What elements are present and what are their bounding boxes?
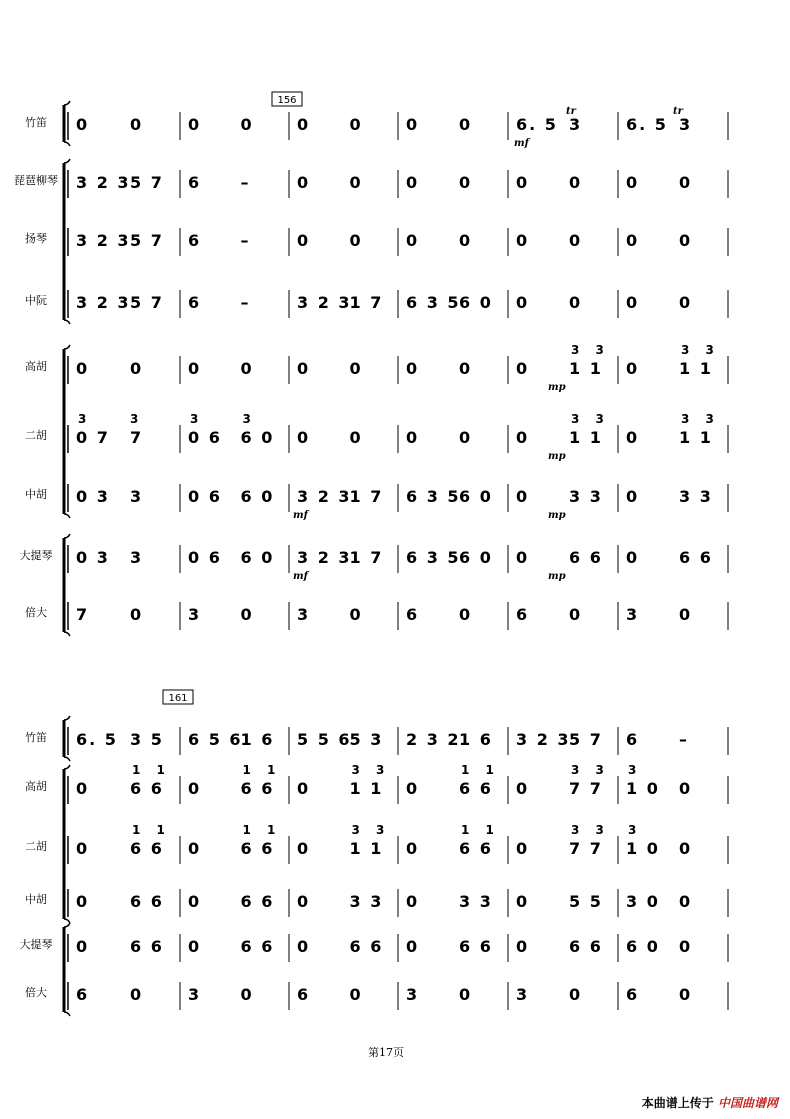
upper-note: 3 bbox=[190, 412, 205, 426]
note-group: 3 0 bbox=[626, 892, 660, 911]
note-group: 0 bbox=[626, 428, 640, 447]
note-group: 6. 5 bbox=[516, 115, 558, 134]
note-group: 0 bbox=[459, 428, 473, 447]
note-group: 3 bbox=[569, 115, 583, 134]
note-group: 0 bbox=[406, 231, 420, 250]
note-group: 0 bbox=[349, 605, 363, 624]
note-group: 0 7 bbox=[76, 428, 110, 447]
note-group: 6 5 6 bbox=[188, 730, 243, 749]
note-group: 5 5 bbox=[569, 892, 603, 911]
instrument-name: 大提琴 bbox=[19, 549, 53, 562]
note-group: 1 1 bbox=[349, 779, 384, 798]
upper-note: 1 1 bbox=[461, 823, 500, 837]
instrument-name: 琵琶柳琴 bbox=[14, 174, 58, 187]
note-group: 0 bbox=[240, 985, 254, 1004]
note-group: 0 bbox=[188, 839, 202, 858]
note-group: 0 bbox=[679, 779, 693, 798]
note-group: 0 bbox=[569, 231, 583, 250]
note-group: 0 bbox=[130, 359, 144, 378]
note-group: 0 bbox=[679, 892, 693, 911]
note-group: 3 bbox=[406, 985, 420, 1004]
note-group: 0 3 bbox=[76, 487, 110, 506]
note-group: 0 bbox=[297, 428, 311, 447]
note-group: 3 3 bbox=[349, 892, 384, 911]
note-group: 0 bbox=[516, 173, 530, 192]
note-group: 0 bbox=[679, 839, 693, 858]
note-group: 6 6 bbox=[459, 779, 493, 798]
note-group: 0 bbox=[188, 937, 202, 956]
note-group: 0 bbox=[406, 892, 420, 911]
note-group: 1 1 bbox=[679, 428, 713, 447]
note-group: 6 3 5 bbox=[406, 487, 461, 506]
note-group: 6 6 bbox=[240, 937, 275, 956]
note-group: 0 bbox=[297, 359, 311, 378]
note-group: 1 1 bbox=[569, 359, 603, 378]
note-group: 5 3 bbox=[349, 730, 384, 749]
upper-note: 3 bbox=[78, 412, 93, 426]
note-group: 6 0 bbox=[240, 428, 275, 447]
note-group: 0 bbox=[297, 231, 311, 250]
note-group: 3 2 3 bbox=[516, 730, 571, 749]
note-group: 6 0 bbox=[626, 937, 660, 956]
note-group: 3 3 bbox=[569, 487, 603, 506]
note-group: 0 bbox=[240, 115, 254, 134]
note-group: 0 bbox=[626, 293, 640, 312]
note-group: 3 bbox=[626, 605, 640, 624]
upper-note: 1 1 bbox=[242, 823, 282, 837]
note-group: 0 bbox=[406, 937, 420, 956]
note-group: 0 bbox=[459, 985, 473, 1004]
note-group: 0 bbox=[188, 359, 202, 378]
upper-note: 1 1 bbox=[242, 763, 282, 777]
note-group: 0 bbox=[569, 605, 583, 624]
note-group: 0 bbox=[349, 359, 363, 378]
note-group: 3 2 3 bbox=[76, 293, 131, 312]
note-group: 6 6 bbox=[349, 937, 384, 956]
site-logo: 中国曲谱网 bbox=[717, 1096, 778, 1110]
dynamic-mark: mp bbox=[548, 451, 566, 462]
note-group: 1 0 bbox=[626, 779, 660, 798]
note-group: 3 2 3 bbox=[76, 231, 131, 250]
note-group: 0 bbox=[569, 173, 583, 192]
note-group: 0 bbox=[76, 892, 90, 911]
note-group: 6 0 bbox=[240, 487, 275, 506]
note-group: 6 bbox=[297, 985, 311, 1004]
note-group: 7 bbox=[76, 605, 90, 624]
note-group: 0 bbox=[188, 115, 202, 134]
note-group: 0 bbox=[406, 173, 420, 192]
note-group: 0 bbox=[240, 359, 254, 378]
note-group: 6. 5 bbox=[76, 730, 118, 749]
note-group: 6 6 bbox=[679, 548, 713, 567]
dynamic-mark: mf bbox=[293, 510, 308, 521]
note-group: 3 3 bbox=[679, 487, 713, 506]
note-group: 3 bbox=[679, 115, 693, 134]
note-group: 0 bbox=[516, 839, 530, 858]
note-group: 5 7 bbox=[130, 231, 164, 250]
note-group: 6 6 bbox=[569, 548, 603, 567]
note-group: 0 bbox=[130, 115, 144, 134]
note-group: 0 bbox=[406, 359, 420, 378]
note-group: 0 bbox=[626, 359, 640, 378]
note-group: 6 bbox=[188, 293, 202, 312]
upper-note: 3 3 bbox=[571, 412, 610, 426]
note-group: 0 bbox=[516, 231, 530, 250]
note-group: – bbox=[240, 231, 251, 250]
note-group: 6 0 bbox=[459, 293, 493, 312]
note-group: 6 6 bbox=[130, 892, 164, 911]
note-group: 5 5 6 bbox=[297, 730, 352, 749]
note-group: 6 bbox=[406, 605, 420, 624]
upper-note: 3 bbox=[242, 412, 257, 426]
note-group: 6 6 bbox=[459, 839, 493, 858]
note-group: 0 bbox=[240, 605, 254, 624]
note-group: 1 6 bbox=[459, 730, 493, 749]
note-group: 6 6 bbox=[240, 839, 275, 858]
note-group: 0 bbox=[297, 173, 311, 192]
note-group: 0 bbox=[406, 839, 420, 858]
note-group: 0 bbox=[349, 428, 363, 447]
note-group: 6 bbox=[626, 985, 640, 1004]
dynamic-mark: mp bbox=[548, 571, 566, 582]
page-footer bbox=[642, 1094, 778, 1111]
upper-note: 3 3 bbox=[351, 823, 391, 837]
note-group: 1 1 bbox=[679, 359, 713, 378]
note-group: 3 bbox=[516, 985, 530, 1004]
note-group: 0 bbox=[76, 839, 90, 858]
note-group: 0 bbox=[516, 779, 530, 798]
instrument-name: 竹笛 bbox=[25, 116, 47, 129]
note-group: 0 bbox=[679, 605, 693, 624]
note-group: 3 bbox=[297, 605, 311, 624]
note-group: 1 7 bbox=[349, 487, 384, 506]
note-group: 1 1 bbox=[349, 839, 384, 858]
dynamic-mark: mf bbox=[514, 138, 529, 149]
note-group: 3 bbox=[130, 548, 144, 567]
note-group: 0 bbox=[406, 428, 420, 447]
note-group: 5 7 bbox=[130, 293, 164, 312]
note-group: 0 bbox=[130, 605, 144, 624]
upper-note: 3 3 bbox=[351, 763, 391, 777]
instrument-name: 中胡 bbox=[25, 488, 47, 501]
footer-text: 本曲谱上传于 bbox=[641, 1096, 714, 1110]
note-group: 2 3 2 bbox=[406, 730, 461, 749]
upper-note: 3 bbox=[628, 763, 643, 777]
upper-note: 1 1 bbox=[461, 763, 500, 777]
note-group: 3 bbox=[188, 605, 202, 624]
note-group: 3 bbox=[188, 985, 202, 1004]
note-group: 0 bbox=[349, 173, 363, 192]
note-group: 0 3 bbox=[76, 548, 110, 567]
note-group: 0 bbox=[406, 779, 420, 798]
note-group: 0 bbox=[297, 839, 311, 858]
note-group: 6 6 bbox=[240, 892, 275, 911]
note-group: 6. 5 bbox=[626, 115, 668, 134]
note-group: 0 bbox=[516, 487, 530, 506]
note-group: 0 bbox=[349, 231, 363, 250]
note-group: 0 bbox=[76, 937, 90, 956]
note-group: 0 bbox=[626, 487, 640, 506]
instrument-name: 倍大 bbox=[25, 986, 47, 999]
note-group: 0 bbox=[516, 548, 530, 567]
note-group: 0 bbox=[76, 779, 90, 798]
note-group: 0 bbox=[679, 985, 693, 1004]
note-group: 6 6 bbox=[569, 937, 603, 956]
note-group: 0 bbox=[130, 985, 144, 1004]
note-group: – bbox=[679, 730, 689, 749]
upper-note: 3 3 bbox=[571, 823, 610, 837]
note-group: 6 3 5 bbox=[406, 548, 461, 567]
rehearsal-mark: 156 bbox=[277, 95, 297, 106]
dynamic-mark: mp bbox=[548, 510, 566, 521]
note-group: 3 2 3 bbox=[297, 487, 352, 506]
note-group: 6 0 bbox=[459, 548, 493, 567]
note-group: 3 5 bbox=[130, 730, 164, 749]
note-group: 0 bbox=[297, 115, 311, 134]
note-group: 0 bbox=[459, 359, 473, 378]
note-group: 0 bbox=[297, 779, 311, 798]
note-group: 0 bbox=[679, 173, 693, 192]
note-group: 0 6 bbox=[188, 428, 222, 447]
note-group: 6 0 bbox=[240, 548, 275, 567]
note-group: 0 bbox=[626, 548, 640, 567]
note-group: 0 bbox=[188, 892, 202, 911]
note-group: 0 bbox=[516, 892, 530, 911]
note-group: 6 bbox=[626, 730, 640, 749]
note-group: – bbox=[240, 293, 251, 312]
note-group: 6 0 bbox=[459, 487, 493, 506]
note-group: 0 bbox=[679, 231, 693, 250]
note-group: 3 2 3 bbox=[297, 548, 352, 567]
note-group: 6 bbox=[516, 605, 530, 624]
note-group: 6 3 5 bbox=[406, 293, 461, 312]
note-group: 1 1 bbox=[569, 428, 603, 447]
note-group: 0 bbox=[297, 937, 311, 956]
note-group: 6 6 bbox=[130, 839, 164, 858]
note-group: 3 bbox=[130, 487, 144, 506]
dynamic-mark: mp bbox=[548, 382, 566, 393]
note-group: – bbox=[240, 173, 251, 192]
instrument-name: 倍大 bbox=[25, 606, 47, 619]
upper-note: 3 3 bbox=[571, 763, 610, 777]
upper-note: 1 1 bbox=[132, 763, 171, 777]
trill-mark: tr bbox=[673, 106, 683, 117]
note-group: 0 bbox=[569, 985, 583, 1004]
note-group: 6 bbox=[188, 231, 202, 250]
note-group: 6 bbox=[76, 985, 90, 1004]
instrument-name: 大提琴 bbox=[19, 938, 53, 951]
rehearsal-mark: 161 bbox=[168, 693, 188, 704]
note-group: 6 6 bbox=[240, 779, 275, 798]
note-group: 1 6 bbox=[240, 730, 275, 749]
note-group: 0 6 bbox=[188, 487, 222, 506]
note-group: 0 bbox=[516, 359, 530, 378]
note-group: 0 bbox=[516, 428, 530, 447]
note-group: 6 bbox=[188, 173, 202, 192]
note-group: 0 bbox=[406, 115, 420, 134]
instrument-name: 二胡 bbox=[25, 429, 47, 442]
note-group: 0 bbox=[626, 173, 640, 192]
note-group: 0 bbox=[459, 173, 473, 192]
note-group: 1 7 bbox=[349, 548, 384, 567]
note-group: 3 3 bbox=[459, 892, 493, 911]
note-group: 6 6 bbox=[130, 779, 164, 798]
upper-note: 3 bbox=[130, 412, 145, 426]
note-group: 6 6 bbox=[459, 937, 493, 956]
instrument-name: 扬琴 bbox=[25, 232, 47, 245]
instrument-name: 中胡 bbox=[25, 893, 47, 906]
note-group: 0 bbox=[516, 937, 530, 956]
note-group: 1 7 bbox=[349, 293, 384, 312]
upper-note: 3 3 bbox=[681, 343, 720, 357]
note-group: 0 bbox=[349, 985, 363, 1004]
instrument-name: 高胡 bbox=[25, 360, 47, 373]
note-group: 0 bbox=[679, 937, 693, 956]
note-group: 0 bbox=[459, 605, 473, 624]
upper-note: 3 3 bbox=[571, 343, 610, 357]
note-group: 0 bbox=[459, 231, 473, 250]
note-group: 0 bbox=[459, 115, 473, 134]
note-group: 0 bbox=[297, 892, 311, 911]
note-group: 3 2 3 bbox=[297, 293, 352, 312]
upper-note: 1 1 bbox=[132, 823, 171, 837]
note-group: 0 bbox=[349, 115, 363, 134]
upper-note: 3 3 bbox=[681, 412, 720, 426]
note-group: 1 0 bbox=[626, 839, 660, 858]
note-group: 7 7 bbox=[569, 839, 603, 858]
note-group: 5 7 bbox=[569, 730, 603, 749]
page-number: 第17页 bbox=[368, 1046, 404, 1059]
instrument-name: 中阮 bbox=[25, 294, 47, 307]
note-group: 5 7 bbox=[130, 173, 164, 192]
note-group: 7 bbox=[130, 428, 144, 447]
upper-note: 3 bbox=[628, 823, 643, 837]
note-group: 0 bbox=[679, 293, 693, 312]
note-group: 7 7 bbox=[569, 779, 603, 798]
trill-mark: tr bbox=[566, 106, 576, 117]
note-group: 0 bbox=[76, 359, 90, 378]
note-group: 0 bbox=[626, 231, 640, 250]
note-group: 0 bbox=[516, 293, 530, 312]
dynamic-mark: mf bbox=[293, 571, 308, 582]
note-group: 0 bbox=[569, 293, 583, 312]
note-group: 0 bbox=[188, 779, 202, 798]
instrument-name: 高胡 bbox=[25, 780, 47, 793]
note-group: 0 6 bbox=[188, 548, 222, 567]
instrument-name: 二胡 bbox=[25, 840, 47, 853]
note-group: 0 bbox=[76, 115, 90, 134]
note-group: 6 6 bbox=[130, 937, 164, 956]
instrument-name: 竹笛 bbox=[25, 731, 47, 744]
note-group: 3 2 3 bbox=[76, 173, 131, 192]
